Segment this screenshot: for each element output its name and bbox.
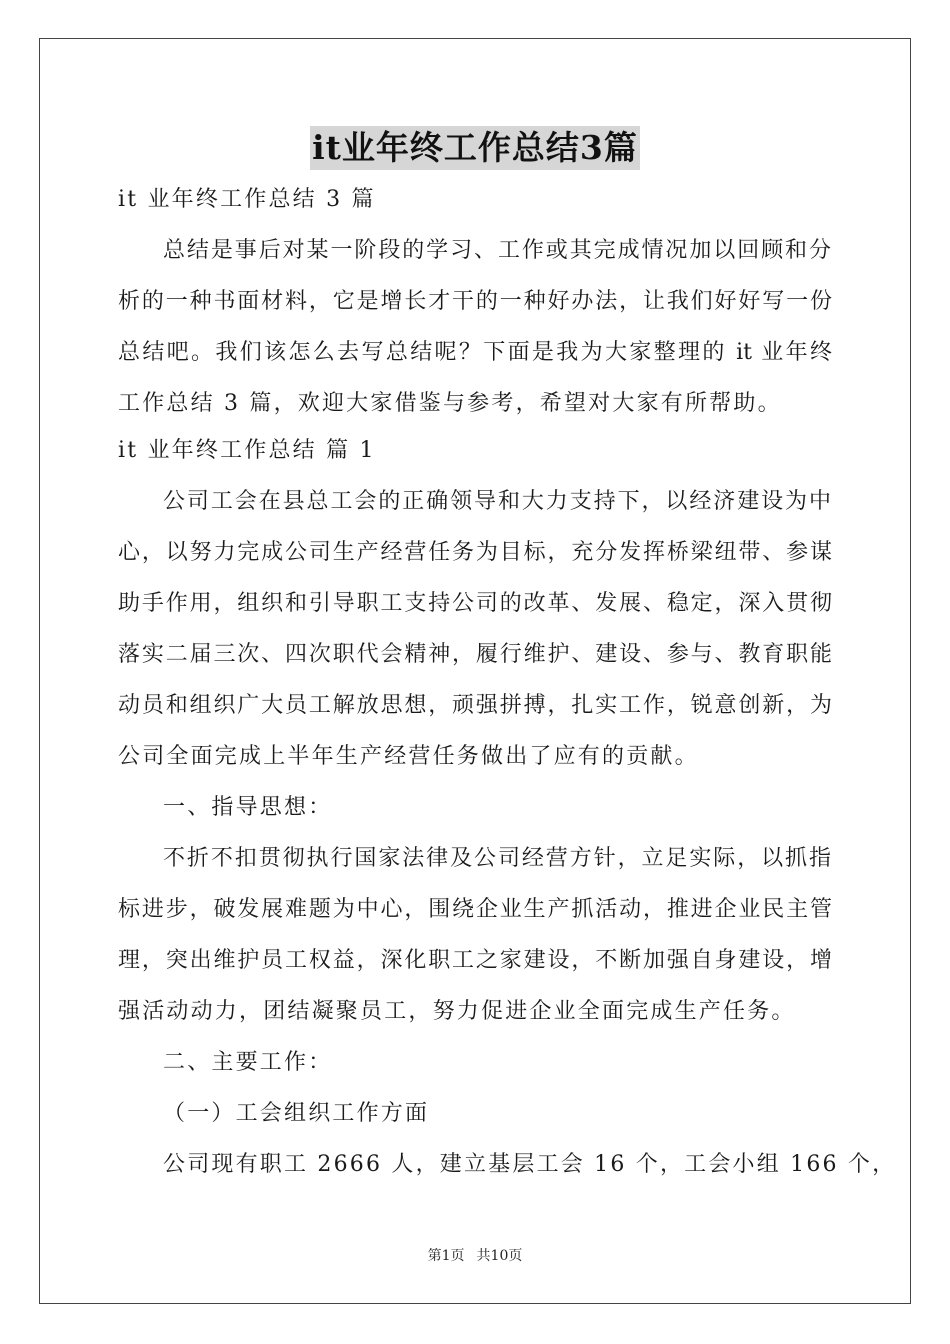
- document-title: it业年终工作总结3篇: [310, 126, 640, 170]
- page-total: 共10页: [476, 1248, 523, 1264]
- paragraph-line: 工作总结 3 篇，欢迎大家借鉴与参考，希望对大家有所帮助。: [118, 391, 782, 416]
- paragraph-line: 心，以努力完成公司生产经营任务为目标，充分发挥桥梁纽带、参谋: [118, 540, 832, 565]
- paragraph-line: 总结吧。我们该怎么去写总结呢？下面是我为大家整理的 it 业年终: [118, 340, 832, 365]
- subsection-heading: 二、主要工作：: [163, 1050, 333, 1075]
- paragraph-line: 公司现有职工 2666 人，建立基层工会 16 个，工会小组 166 个，: [163, 1152, 897, 1177]
- paragraph-line: 标进步，破发展难题为中心，围绕企业生产抓活动，推进企业民主管: [118, 897, 832, 922]
- page-footer: [0, 1247, 950, 1265]
- section-heading: it 业年终工作总结 篇 1: [118, 438, 376, 463]
- page-number: 第1页: [427, 1248, 465, 1264]
- paragraph-line: 不折不扣贯彻执行国家法律及公司经营方针，立足实际，以抓指: [163, 846, 831, 871]
- paragraph-line: 落实二届三次、四次职代会精神，履行维护、建设、参与、教育职能: [118, 642, 832, 667]
- subsection-heading: （一）工会组织工作方面: [163, 1101, 430, 1126]
- paragraph-line: 析的一种书面材料，它是增长才干的一种好办法，让我们好好写一份: [118, 289, 832, 314]
- paragraph-line: 公司工会在县总工会的正确领导和大力支持下，以经济建设为中: [163, 489, 831, 514]
- subtitle-line: it 业年终工作总结 3 篇: [118, 187, 376, 212]
- paragraph-line: 强活动动力，团结凝聚员工，努力促进企业全面完成生产任务。: [118, 999, 796, 1024]
- title-container: [0, 126, 950, 170]
- paragraph-line: 理，突出维护员工权益，深化职工之家建设，不断加强自身建设，增: [118, 948, 832, 973]
- paragraph-line: 公司全面完成上半年生产经营任务做出了应有的贡献。: [118, 744, 699, 769]
- subsection-heading: 一、指导思想：: [163, 795, 333, 820]
- paragraph-line: 动员和组织广大员工解放思想，顽强拼搏，扎实工作，锐意创新，为: [118, 693, 832, 718]
- paragraph-line: 助手作用，组织和引导职工支持公司的改革、发展、稳定，深入贯彻: [118, 591, 832, 616]
- paragraph-line: 总结是事后对某一阶段的学习、工作或其完成情况加以回顾和分: [163, 238, 831, 263]
